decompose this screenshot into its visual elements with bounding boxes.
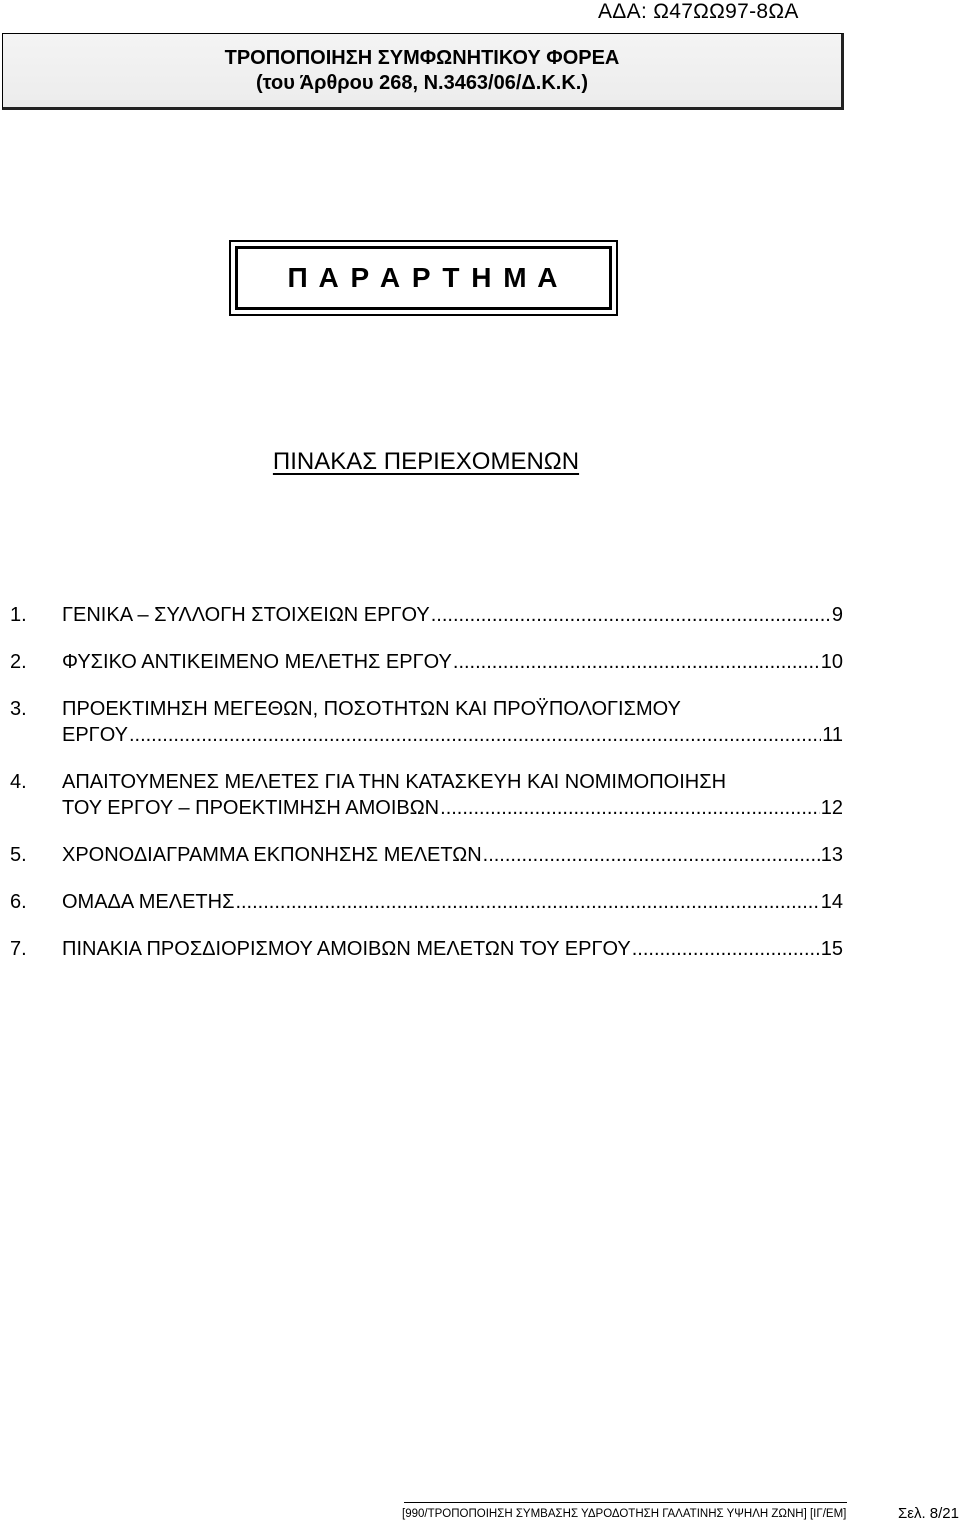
footer-page-number: Σελ. 8/21 — [898, 1505, 959, 1522]
toc-entry-page: 9 — [831, 604, 843, 626]
toc-entry[interactable] — [10, 602, 843, 628]
toc-entry-label-line1: ΠΡΟΕΚΤΙΜΗΣΗ ΜΕΓΕΘΩΝ, ΠΟΣΟΤΗΤΩΝ ΚΑΙ ΠΡΟΫΠΟΛΟΓΙΣΜΟΥ — [62, 698, 681, 720]
toc-entry-page: 11 — [822, 724, 843, 746]
toc-leader-dots — [235, 889, 819, 915]
toc-entry-label: ΦΥΣΙΚΟ ΑΝΤΙΚΕΙΜΕΝΟ ΜΕΛΕΤΗΣ ΕΡΓΟΥ — [62, 651, 452, 673]
toc-entry[interactable] — [10, 936, 843, 962]
toc-heading — [0, 448, 852, 476]
toc-entry-page: 12 — [820, 797, 843, 819]
toc-entry-label: ΕΡΓΟΥ — [62, 724, 128, 746]
footer-divider — [404, 1502, 847, 1503]
footer-reference: [990/ΤΡΟΠΟΠΟΙΗΣΗ ΣΥΜΒΑΣΗΣ ΥΔΡΟΔΟΤΗΣΗ ΓΑΛΑΤΙΝΗΣ ΥΨΗΛΗ ΖΩΝΗ] [ΙΓ/ΕΜ] — [402, 1508, 847, 1520]
annex-title: Π Α Ρ Α Ρ Τ Η Μ Α — [235, 246, 612, 310]
toc-entry-label-line1: ΑΠΑΙΤΟΥΜΕΝΕΣ ΜΕΛΕΤΕΣ ΓΙΑ ΤΗΝ ΚΑΤΑΣΚΕΥΗ ΚΑΙ ΝΟΜΙΜΟΠΟΙΗΣΗ — [62, 771, 727, 793]
toc-leader-dots — [440, 795, 820, 821]
toc-entry-number: 3. — [10, 698, 27, 720]
table-of-contents — [10, 602, 843, 983]
toc-entry-label: ΧΡΟΝΟΔΙΑΓΡΑΜΜΑ ΕΚΠΟΝΗΣΗΣ ΜΕΛΕΤΩΝ — [62, 844, 482, 866]
ada-code: ΑΔΑ: Ω47ΩΩ97-8ΩΑ — [598, 0, 799, 23]
header-title: ΤΡΟΠΟΠΟΙΗΣΗ ΣΥΜΦΩΝΗΤΙΚΟΥ ΦΟΡΕΑ — [224, 47, 620, 69]
toc-entry[interactable] — [10, 769, 843, 821]
toc-entry-number: 2. — [10, 651, 27, 673]
toc-entry-label: ΟΜΑΔΑ ΜΕΛΕΤΗΣ — [62, 891, 235, 913]
annex-title-box — [229, 240, 618, 316]
toc-leader-dots — [483, 842, 820, 868]
toc-entry-number: 4. — [10, 771, 27, 793]
toc-entry-number: 5. — [10, 844, 27, 866]
toc-leader-dots — [632, 936, 820, 962]
toc-entry-number: 6. — [10, 891, 27, 913]
toc-entry-page: 10 — [820, 651, 843, 673]
toc-entry-label: ΤΟΥ ΕΡΓΟΥ – ΠΡΟΕΚΤΙΜΗΣΗ ΑΜΟΙΒΩΝ — [62, 797, 440, 819]
toc-leader-dots — [453, 649, 820, 675]
toc-entry-page: 15 — [820, 938, 843, 960]
toc-entry-label: ΠΙΝΑΚΙΑ ΠΡΟΣΔΙΟΡΙΣΜΟΥ ΑΜΟΙΒΩΝ ΜΕΛΕΤΩΝ ΤΟΥ ΕΡΓΟΥ — [62, 938, 631, 960]
toc-entry-page: 14 — [820, 891, 843, 913]
toc-entry-page: 13 — [820, 844, 843, 866]
header-subtitle: (του Άρθρου 268, Ν.3463/06/Δ.Κ.Κ.) — [255, 72, 589, 94]
document-header-box — [2, 33, 844, 110]
toc-entry-number: 7. — [10, 938, 27, 960]
toc-entry[interactable] — [10, 649, 843, 675]
toc-entry-label: ΓΕΝΙΚΑ – ΣΥΛΛΟΓΗ ΣΤΟΙΧΕΙΩΝ ΕΡΓΟΥ — [62, 604, 430, 626]
toc-title: ΠΙΝΑΚΑΣ ΠΕΡΙΕΧΟΜΕΝΩΝ — [272, 448, 580, 475]
toc-leader-dots — [129, 722, 821, 748]
toc-entry-number: 1. — [10, 604, 27, 626]
toc-entry[interactable] — [10, 842, 843, 868]
toc-entry[interactable] — [10, 889, 843, 915]
toc-entry[interactable] — [10, 696, 843, 748]
toc-leader-dots — [431, 602, 831, 628]
